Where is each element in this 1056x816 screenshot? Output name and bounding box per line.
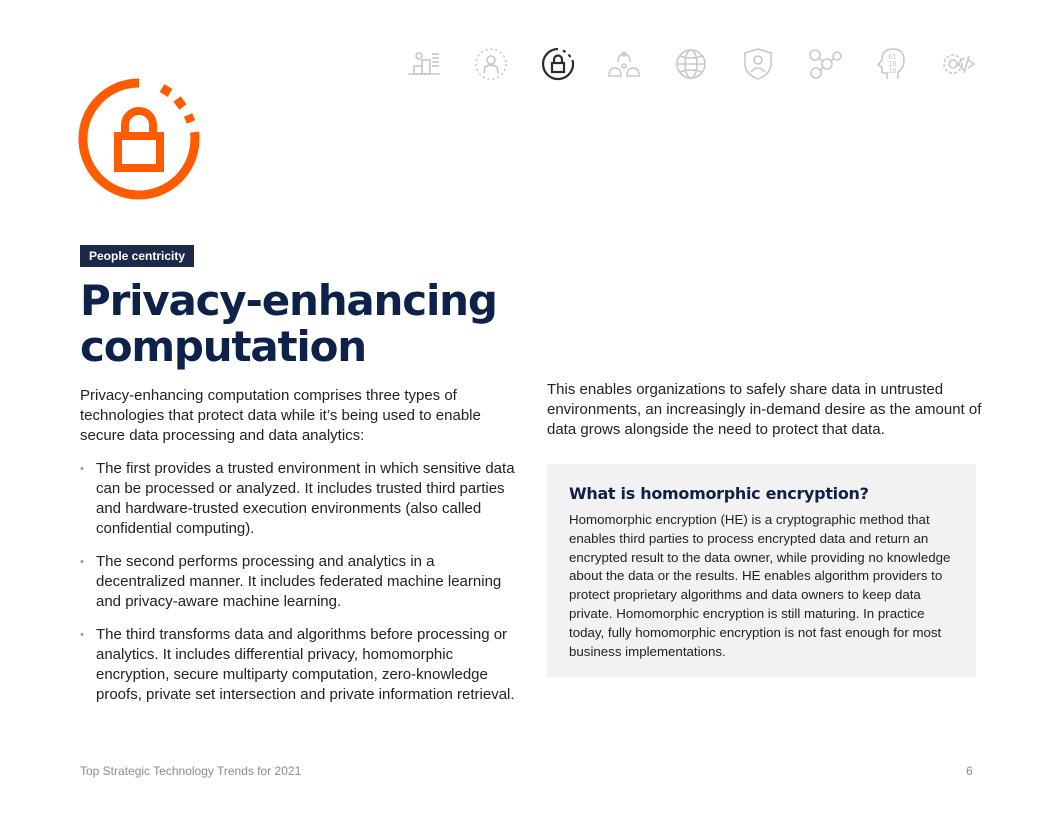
trend-nav [404,44,978,84]
bullet-marker: • [80,463,84,475]
hero-lock-icon [76,76,202,202]
intro-paragraph: Privacy-enhancing computation comprises three types of technologies that protect data while it’s being used to enable secure data processing and data analytics: [80,387,481,444]
title-line-1: Privacy-enhancing [80,276,497,325]
list-item [80,625,520,705]
bullet-list [80,459,520,718]
cloud-nodes-icon[interactable] [604,44,644,84]
bullet-text: The first provides a trusted environment in which sensitive data can be processed or analyzed. It includes trusted third parties and hardware-trusted execution environments (also called confidential computing). [96,460,515,537]
globe-icon[interactable] [671,44,711,84]
right-column-paragraph: This enables organizations to safely share data in untrusted environments, an increasingly in-demand desire as the amount of data grows alongside the need to protect that data. [547,381,982,438]
svg-text:10: 10 [888,67,897,75]
bullet-text: The second performs processing and analytics in a decentralized manner. It includes federated machine learning and privacy-aware machine learning. [96,553,502,610]
page-title [80,278,540,370]
person-centric-icon[interactable] [471,44,511,84]
svg-text:01: 01 [888,53,897,61]
bullet-text: The third transforms data and algorithms before processing or analytics. It includes differential privacy, homomorphic encryption, secure multiparty computation, zero-knowledge proofs, private set intersection and private information retrieval. [96,626,515,703]
bullet-marker: • [80,629,84,641]
lock-icon[interactable] [538,44,578,84]
code-gear-icon[interactable] [938,44,978,84]
shield-user-icon[interactable] [738,44,778,84]
category-tag: People centricity [80,245,194,267]
callout-box [547,464,976,677]
callout-heading: What is homomorphic encryption? [569,484,869,503]
ai-head-icon[interactable] [871,44,911,84]
title-line-2: computation [80,322,366,371]
list-item [80,459,520,539]
footer-title: Top Strategic Technology Trends for 2021 [80,764,302,778]
bullet-marker: • [80,556,84,568]
svg-text:10: 10 [888,60,897,68]
data-stack-icon[interactable] [404,44,444,84]
callout-body: Homomorphic encryption (HE) is a cryptographic method that enables third parties to process encrypted data and return an encrypted result to the data owner, while providing no knowledge about the data or the results. HE enables algorithm providers to protect proprietary algorithms and data owners to keep data private. Homomorphic encryption is still maturing. In practice today, fully homomorphic encryption is not fast enough for most business implementations. [569,512,951,659]
page-number: 6 [966,764,973,778]
list-item [80,552,520,612]
network-nodes-icon[interactable] [805,44,845,84]
